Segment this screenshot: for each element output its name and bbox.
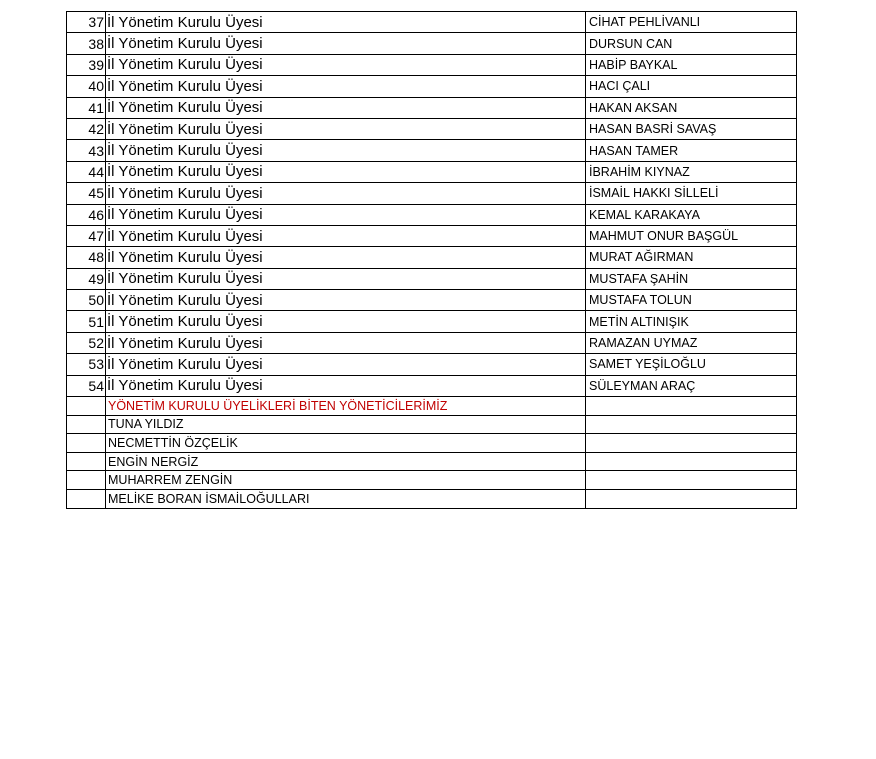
member-name-cell: HACI ÇALI: [586, 76, 797, 97]
empty-cell: [67, 471, 106, 490]
role-cell: İl Yönetim Kurulu Üyesi: [106, 354, 586, 375]
role-cell: İl Yönetim Kurulu Üyesi: [106, 225, 586, 246]
empty-cell: [67, 434, 106, 453]
row-number: 38: [67, 33, 106, 54]
empty-cell: [67, 452, 106, 471]
empty-cell: [586, 452, 797, 471]
row-number: 47: [67, 225, 106, 246]
table-row: [67, 76, 797, 97]
members-table: [66, 11, 797, 509]
role-cell: İl Yönetim Kurulu Üyesi: [106, 332, 586, 353]
role-cell: İl Yönetim Kurulu Üyesi: [106, 161, 586, 182]
table-row: [67, 311, 797, 332]
row-number: 49: [67, 268, 106, 289]
empty-cell: [67, 415, 106, 434]
row-number: 50: [67, 290, 106, 311]
member-name-cell: CİHAT PEHLİVANLI: [586, 12, 797, 33]
table-row: [67, 225, 797, 246]
row-number: 37: [67, 12, 106, 33]
role-cell: İl Yönetim Kurulu Üyesi: [106, 12, 586, 33]
table-row: [67, 247, 797, 268]
table-row: [67, 490, 797, 509]
row-number: 44: [67, 161, 106, 182]
member-name-cell: METİN ALTINIŞIK: [586, 311, 797, 332]
member-name-cell: MUSTAFA TOLUN: [586, 290, 797, 311]
role-cell: İl Yönetim Kurulu Üyesi: [106, 33, 586, 54]
member-name-cell: HABİP BAYKAL: [586, 54, 797, 75]
table-row: [67, 268, 797, 289]
table-row: [67, 471, 797, 490]
table-row: [67, 354, 797, 375]
table-row: [67, 33, 797, 54]
role-cell: İl Yönetim Kurulu Üyesi: [106, 247, 586, 268]
member-name-cell: MAHMUT ONUR BAŞGÜL: [586, 225, 797, 246]
role-cell: İl Yönetim Kurulu Üyesi: [106, 290, 586, 311]
former-member-name: NECMETTİN ÖZÇELİK: [106, 434, 586, 453]
table-row: [67, 54, 797, 75]
row-number: 39: [67, 54, 106, 75]
table-row: [67, 375, 797, 396]
member-name-cell: DURSUN CAN: [586, 33, 797, 54]
role-cell: İl Yönetim Kurulu Üyesi: [106, 375, 586, 396]
table-row: [67, 434, 797, 453]
row-number: 46: [67, 204, 106, 225]
row-number: 52: [67, 332, 106, 353]
table-row: [67, 118, 797, 139]
table-row: [67, 290, 797, 311]
row-number: 41: [67, 97, 106, 118]
row-number: 45: [67, 183, 106, 204]
table-row: [67, 452, 797, 471]
row-number: 40: [67, 76, 106, 97]
member-name-cell: KEMAL KARAKAYA: [586, 204, 797, 225]
member-name-cell: RAMAZAN UYMAZ: [586, 332, 797, 353]
former-members-heading-row: [67, 397, 797, 416]
member-name-cell: SAMET YEŞİLOĞLU: [586, 354, 797, 375]
table-row: [67, 97, 797, 118]
member-name-cell: MURAT AĞIRMAN: [586, 247, 797, 268]
row-number: 54: [67, 375, 106, 396]
role-cell: İl Yönetim Kurulu Üyesi: [106, 268, 586, 289]
role-cell: İl Yönetim Kurulu Üyesi: [106, 97, 586, 118]
row-number: 42: [67, 118, 106, 139]
former-member-name: MELİKE BORAN İSMAİLOĞULLARI: [106, 490, 586, 509]
role-cell: İl Yönetim Kurulu Üyesi: [106, 76, 586, 97]
member-name-cell: İSMAİL HAKKI SİLLELİ: [586, 183, 797, 204]
row-number: 53: [67, 354, 106, 375]
member-name-cell: HASAN TAMER: [586, 140, 797, 161]
member-name-cell: HASAN BASRİ SAVAŞ: [586, 118, 797, 139]
empty-cell: [586, 490, 797, 509]
member-name-cell: SÜLEYMAN ARAÇ: [586, 375, 797, 396]
former-member-name: ENGİN NERGİZ: [106, 452, 586, 471]
role-cell: İl Yönetim Kurulu Üyesi: [106, 204, 586, 225]
former-members-heading: YÖNETİM KURULU ÜYELİKLERİ BİTEN YÖNETİCİLERİMİZ: [106, 397, 586, 416]
table-row: [67, 415, 797, 434]
empty-cell: [586, 471, 797, 490]
role-cell: İl Yönetim Kurulu Üyesi: [106, 183, 586, 204]
role-cell: İl Yönetim Kurulu Üyesi: [106, 54, 586, 75]
empty-cell: [586, 434, 797, 453]
empty-cell: [586, 415, 797, 434]
role-cell: İl Yönetim Kurulu Üyesi: [106, 118, 586, 139]
table-row: [67, 183, 797, 204]
empty-cell: [67, 490, 106, 509]
row-number: 48: [67, 247, 106, 268]
table-row: [67, 140, 797, 161]
row-number: 43: [67, 140, 106, 161]
empty-cell: [67, 397, 106, 416]
member-name-cell: İBRAHİM KIYNAZ: [586, 161, 797, 182]
table-row: [67, 161, 797, 182]
row-number: 51: [67, 311, 106, 332]
table-row: [67, 332, 797, 353]
table-row: [67, 12, 797, 33]
role-cell: İl Yönetim Kurulu Üyesi: [106, 311, 586, 332]
former-member-name: TUNA YILDIZ: [106, 415, 586, 434]
member-name-cell: HAKAN AKSAN: [586, 97, 797, 118]
role-cell: İl Yönetim Kurulu Üyesi: [106, 140, 586, 161]
former-member-name: MUHARREM ZENGİN: [106, 471, 586, 490]
table-row: [67, 204, 797, 225]
empty-cell: [586, 397, 797, 416]
member-name-cell: MUSTAFA ŞAHİN: [586, 268, 797, 289]
